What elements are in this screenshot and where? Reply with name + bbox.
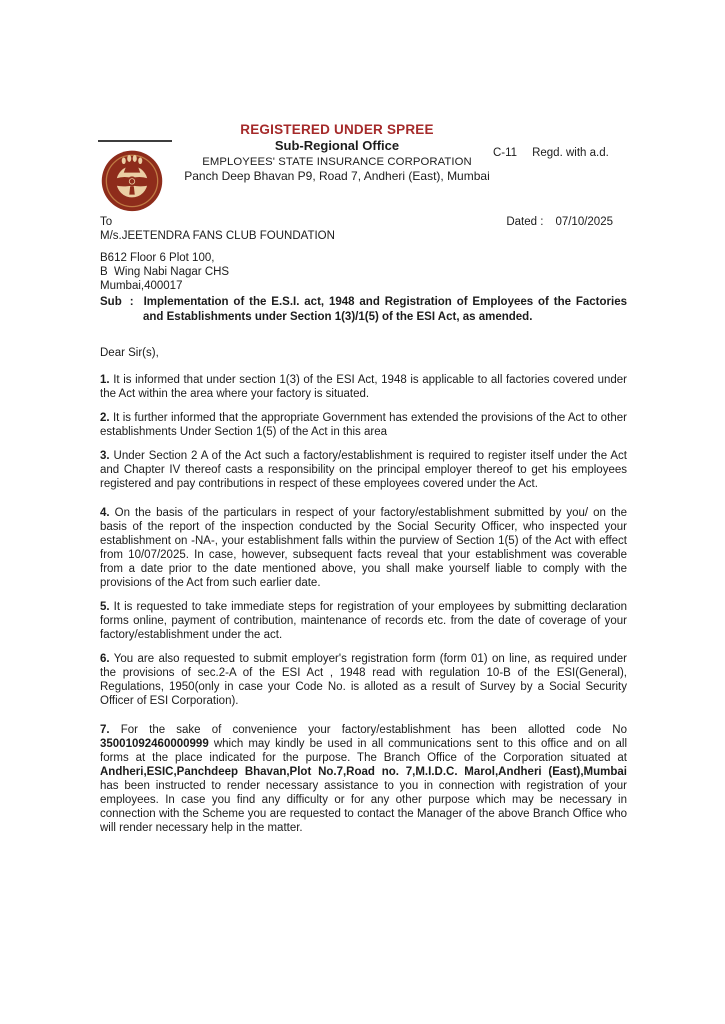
paragraph-2: 2. It is further informed that the appropriate Government has extended the provisions of the Act to other establishments Under Section 1(5) of the Act in this area	[100, 412, 627, 438]
subject-text: Implementation of the E.S.I. act, 1948 and Registration of Employees of the Factories and Establishments under Section 1(3)/1(5) of the ESI Act, as amended.	[143, 296, 627, 323]
subject-separator: :	[129, 296, 134, 308]
address-line: B612 Floor 6 Plot 100,	[100, 252, 215, 264]
code-ref: C-11	[493, 147, 518, 159]
dated-label: Dated :	[506, 216, 544, 228]
subject-line	[100, 295, 627, 325]
esic-emblem-icon	[99, 147, 165, 213]
recipient-name: M/s.JEETENDRA FANS CLUB FOUNDATION	[100, 230, 335, 242]
registered-under-spree-line: REGISTERED UNDER SPREE	[240, 122, 434, 137]
address-line: B Wing Nabi Nagar CHS	[100, 266, 230, 278]
paragraph-6: 6. You are also requested to submit employer's registration form (form 01) on line, as required under the provisions of sec.2-A of the ESI Act , 1948 read with regulation 10-B of the ESI(General), Regulations, 1950(only in case your Code No. is alloted as a result of Survey by a Social Security Officer of ESI Corporation).	[100, 653, 627, 707]
to-label: To	[100, 216, 113, 228]
address-line: Mumbai,400017	[100, 280, 183, 292]
paragraph-5: 5. It is requested to take immediate steps for registration of your employees by submitting declaration forms online, payment of contribution, maintenance of records etc. from the date of coverage of your factory/establishment under the act.	[100, 601, 627, 641]
letter-body	[100, 215, 627, 845]
registration-reference	[493, 147, 609, 159]
paragraph-1: 1. It is informed that under section 1(3) of the ESI Act, 1948 is applicable to all factories covered under the Act within the area where your factory is situated.	[100, 374, 627, 400]
date-value: 07/10/2025	[555, 216, 613, 228]
subject-label: Sub	[100, 296, 122, 308]
date-line	[506, 215, 627, 229]
regd-note: Regd. with a.d.	[532, 147, 609, 159]
paragraph-4: 4. On the basis of the particulars in respect of your factory/establishment submitted by you/ on the basis of the report of the inspection conducted by the Social Security Officer, who inspected your establishment on -NA-, your establishment falls within the purview of Section 1(5) of the Act with effect from 10/07/2025. In case, however, subsequent facts reveal that your establishment was coverable from a date prior to the date mentioned above, you shall make yourself liable to comply with the provisions of the Act from such earlier date.	[100, 507, 627, 589]
letterhead	[166, 122, 508, 184]
corporation-line: EMPLOYEES' STATE INSURANCE CORPORATION	[202, 155, 472, 168]
recipient-address	[100, 251, 627, 293]
office-address-line: Panch Deep Bhavan P9, Road 7, Andheri (East), Mumbai	[184, 169, 490, 184]
to-date-row	[100, 215, 627, 229]
paragraph-7: 7. For the sake of convenience your factory/establishment has been allotted code No 35001092460000999 which may kindly be used in all communications sent to this office and on all forms at the place indicated for the purpose. The Branch Office of the Corporation situated at Andheri,ESIC,Panchdeep Bhavan,Plot No.7,Road no. 7,M.I.D.C. Marol,Andheri (East),Mumbai has been instructed to render necessary assistance to you in connection with registration of your employees. In case you find any difficulty or for any other purpose which may be necessary in connection with the Scheme you are requested to contact the Manager of the above Branch Office who will render necessary help in the matter.	[100, 724, 627, 834]
office-line: Sub-Regional Office	[274, 138, 400, 154]
paragraph-3: 3. Under Section 2 A of the Act such a factory/establishment is required to register itself under the Act and Chapter IV thereof casts a responsibility on the principal employer thereof to get his employees registered and pay contributions in respect of these employees covered under the Act.	[100, 450, 627, 490]
logo-top-rule	[98, 140, 172, 142]
salutation: Dear Sir(s),	[100, 347, 159, 359]
